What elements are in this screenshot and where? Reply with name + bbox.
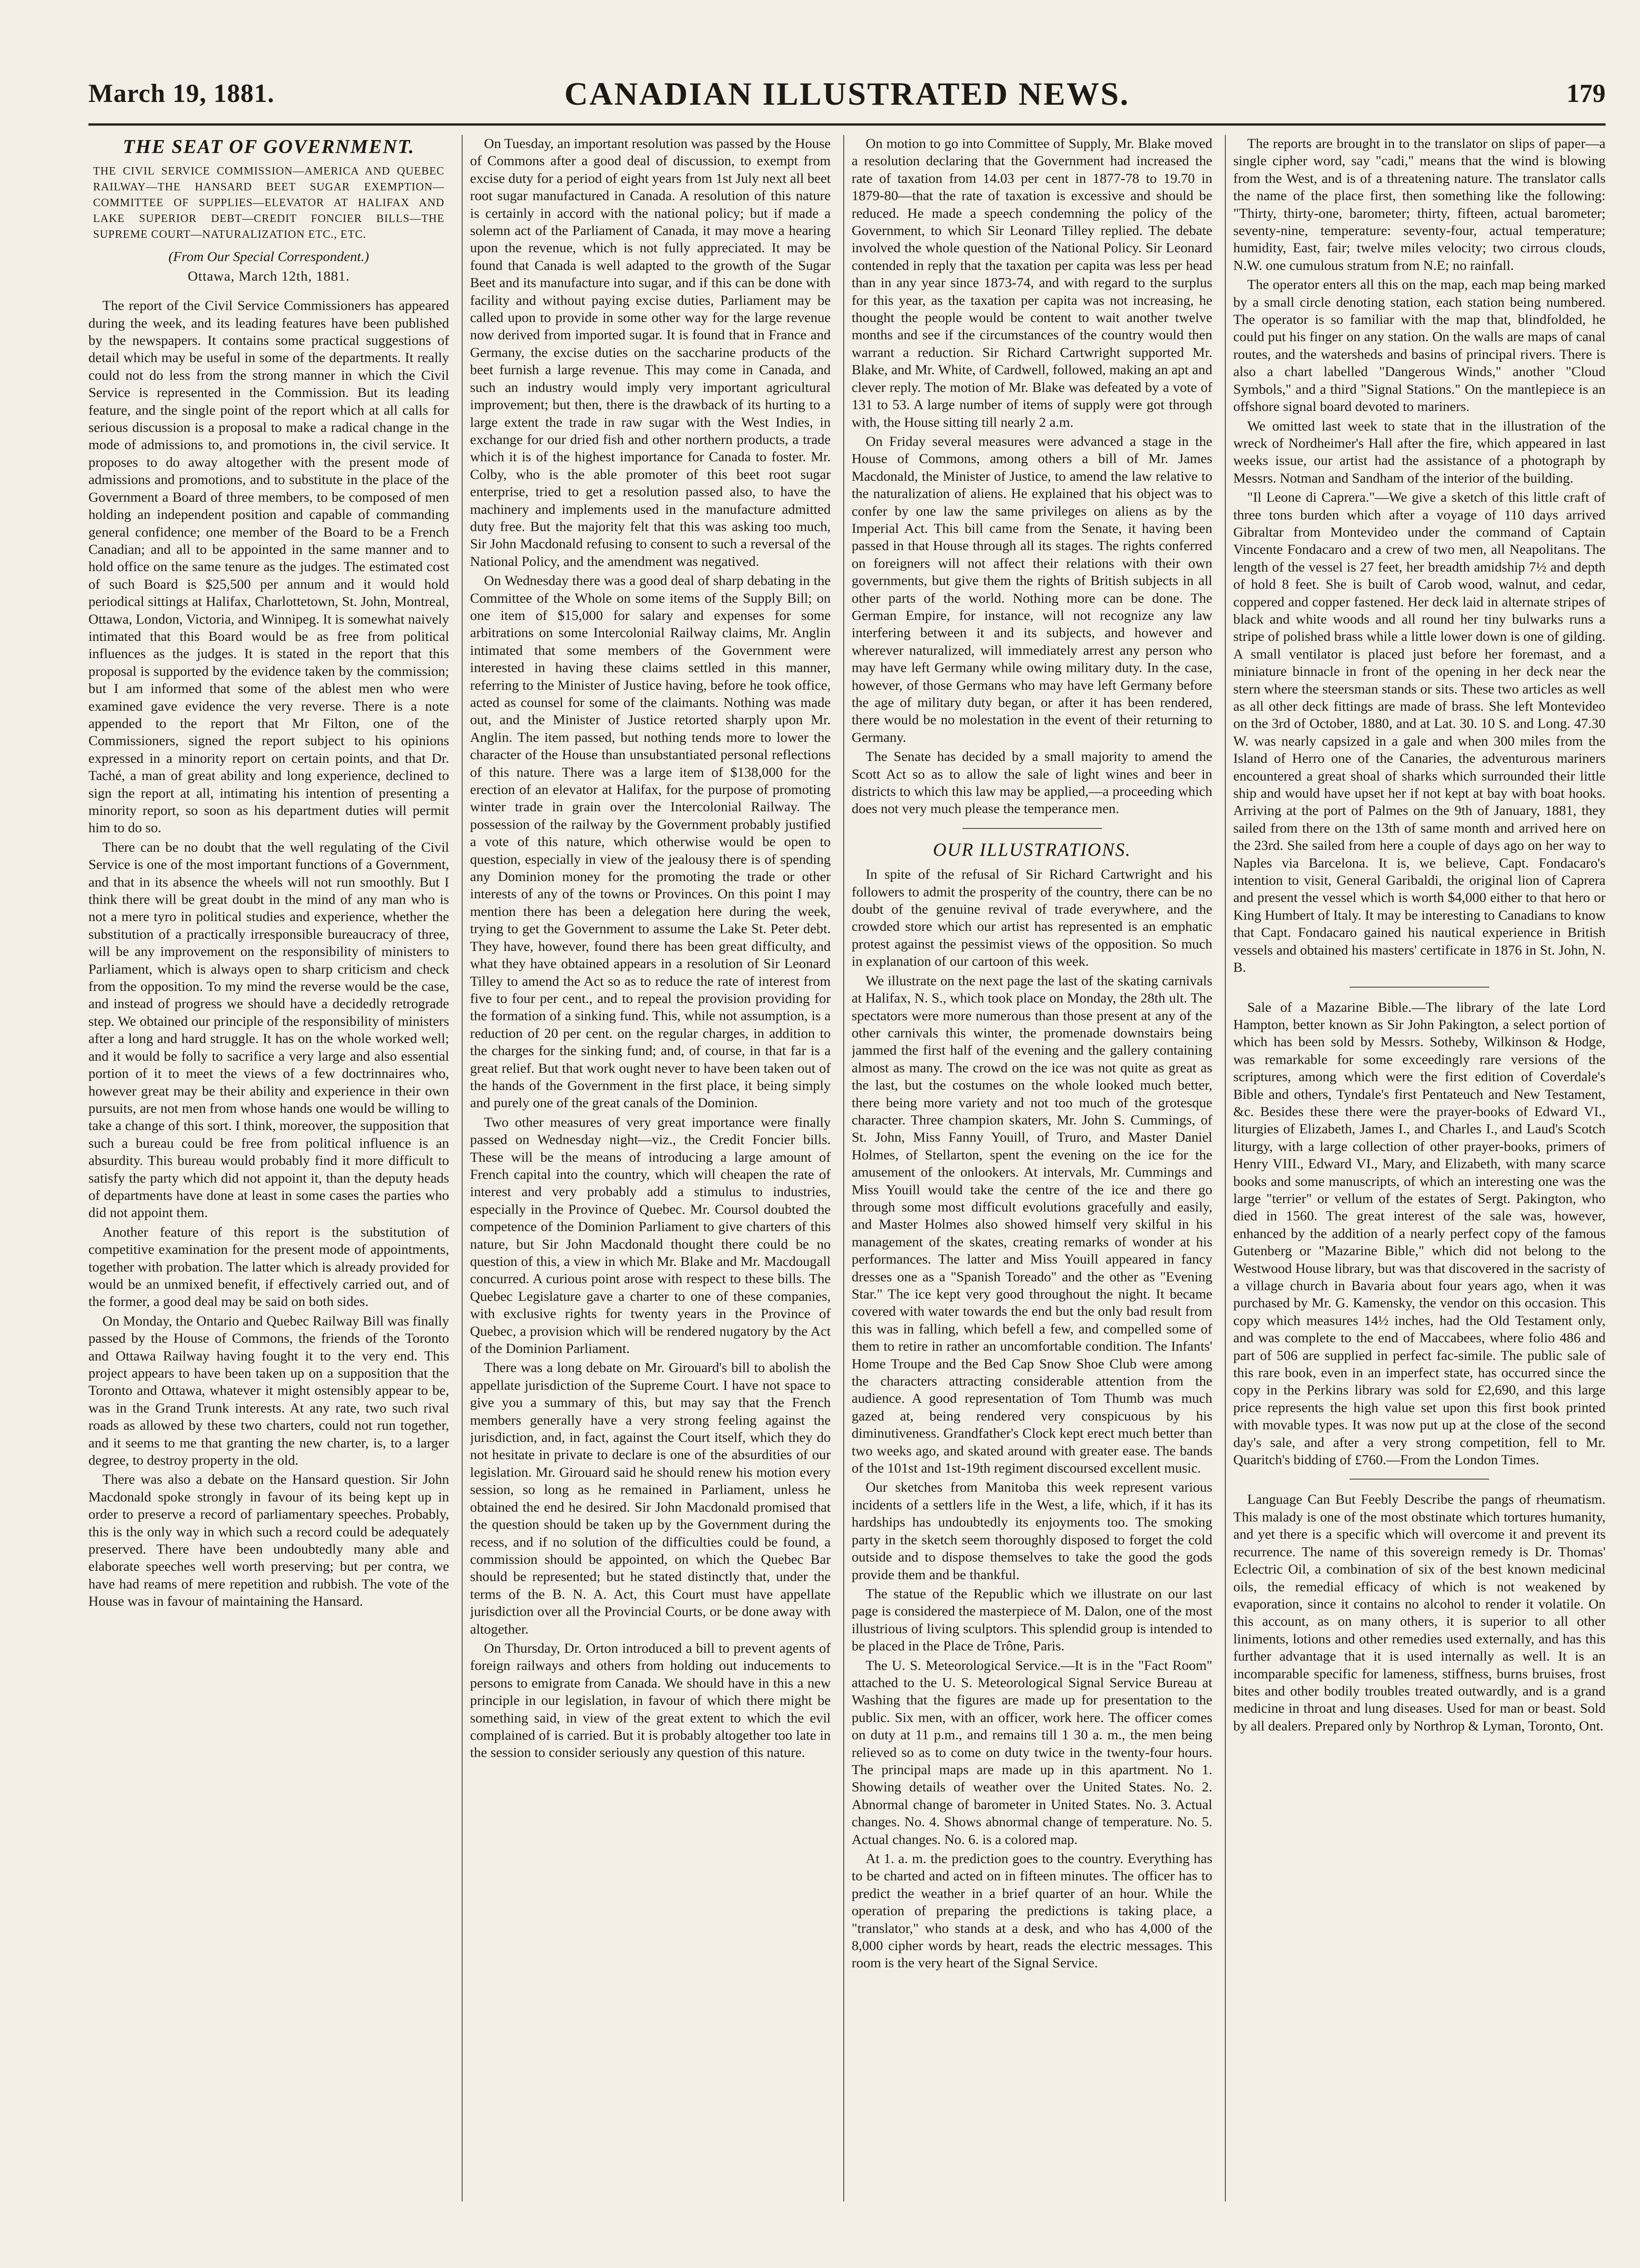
masthead bbox=[88, 67, 1606, 126]
column-4 bbox=[1233, 135, 1606, 2201]
paragraph: At 1. a. m. the prediction goes to the country. Everything has to be charted and acted on in fifteen minutes. The officer has to predict the weather in a brief quarter of an hour. While the operation of preparing the predictions is taking place, a "translator," who stands at a desk, and who has 4,000 of the 8,000 cipher words by heart, reads the electric messages. This room is the very heart of the Signal Service. bbox=[852, 1851, 1212, 1971]
article-title-seat-of-government: THE SEAT OF GOVERNMENT. bbox=[122, 136, 415, 158]
paragraph: The statue of the Republic which we illustrate on our last page is considered the masterpiece of M. Dalon, one of the most illustrious of living sculptors. This splendid group is intended to be placed in the Place de Trône, Paris. bbox=[852, 1586, 1212, 1654]
paragraph: There can be no doubt that the well regulating of the Civil Service is one of the most important functions of a Government, and that in its absence the wheels will not run smoothly. But I think there will be great doubt in the mind of any man who is not a mere tyro in political studies and experience, whether the substitution of a practically irresponsible bureaucracy of three, will be any improvement on the responsibility of ministers to Parliament, which is always open to sharp criticism and check from the opposition. To my mind the reverse would be the case, and instead of progress we should have a decidedly retrograde step. We obtained our principle of the responsibility of ministers after a long and hard struggle. It has on the whole worked well; and it would be folly to sacrifice a very large and also essential portion of it to meet the views of a few doctrinnaires who, however great may be their ability and experience in their own pursuits, are not men from whose hands one would be willing to take a change of this sort. I think, moreover, the supposition that such a bureau could be free from political influence is an absurdity. This bureau would probably find it more difficult to satisfy the party which did not appoint it, than the deputy heads of departments have done at least in some cases the parties who did not appoint them. bbox=[88, 839, 449, 1221]
paragraph: On Wednesday there was a good deal of sharp debating in the Committee of the Whole on some items of the Supply Bill; on one item of $15,000 for salary and expenses for some arbitrations on some Intercolonial Railway claims, Mr. Anglin intimated that some members of the Government were interested in having these claims settled in this manner, referring to the Minister of Justice having, before he took office, acted as counsel for some of the claimants. Nothing was made out, and the Minister of Justice retorted sharply upon Mr. Anglin. The item passed, but nothing tends more to lower the character of the House than unsubstantiated personal reflections of this nature. There was a large item of $138,000 for the erection of an elevator at Halifax, for the purpose of promoting winter trade in grain over the Intercolonial Railway. The possession of the railway by the Government probably justified a vote of this nature, which otherwise would be open to question, especially in view of the jealousy there is of spending any Dominion money for the promoting the trade or other interests of any of the towns or Provinces. On this point I may mention there has been a delegation here during the week, trying to get the Government to assume the Lake St. Peter debt. They have, however, found there has been great difficulty, and what they have obtained appears in a resolution of Sir Leonard Tilley to amend the Act so as to reduce the rate of interest from five to four per cent., and to repeal the provision providing for the formation of a sinking fund. This, while not assumption, is a reduction of 20 per cent. on the regular charges, in addition to the charges for the sinking fund; and, of course, in that far is a great relief. But that work ought never to have been taken out of the hands of the Government in the first place, it being simply and purely one of the great canals of the Dominion. bbox=[470, 573, 831, 1111]
dateline: Ottawa, March 12th, 1881. bbox=[188, 268, 350, 284]
paragraph: Another feature of this report is the substitution of competitive examination for the present mode of appointments, together with probation. The latter which is already provided for would be an unmixed benefit, if effectively carried out, and of the former, a good deal may be said on both sides. bbox=[88, 1224, 449, 1310]
paragraph: We omitted last week to state that in the illustration of the wreck of Nordheimer's Hall after the fire, which appeared in last weeks issue, our artist had the assistance of a photograph by Messrs. Notman and Sandham of the interior of the building. bbox=[1233, 418, 1606, 486]
paragraph: On Tuesday, an important resolution was passed by the House of Commons after a good deal of discussion, to exempt from excise duty for a period of eight years from 1st July next all beet root sugar manufactured in Canada. A resolution of this nature is certainly in accord with the national policy; but if made a solemn act of the Parliament of Canada, it may move a hearing upon the revenue, which is not fully appreciated. It may be found that Canada is well adapted to the growth of the Sugar Beet and its manufacture into sugar, and if this can be done with facility and without paying excise duties, Parliament may be called upon to provide in some other way for the large revenue now derived from imported sugar. It is found that in France and Germany, the excise duties on the saccharine products of the beet furnish a large revenue. This may come in Canada, and such an industry would imply very important agricultural improvement; but then, there is the drawback of its hurting to a large extent the trade in raw sugar with the West Indies, in exchange for our dried fish and other northern products, a trade which it is of the highest importance for Canada to foster. Mr. Colby, who is the able promoter of this beet root sugar enterprise, tried to get a resolution passed also, to have the machinery and implements used in the manufacture admitted duty free. But the majority felt that this was asking too much, Sir John Macdonald refusing to consent to such a reversal of the National Policy, and the amendment was negatived. bbox=[470, 136, 831, 569]
paragraph: On Monday, the Ontario and Quebec Railway Bill was finally passed by the House of Commons, the friends of the Toronto and Ottawa Railway having fought it to the very end. This project appears to have been taken up on a supposition that the Toronto and Ottawa, whatever it might ostensibly appear to be, was in the Grand Trunk interests. At any rate, two such rival roads as allowed by these two charters, could not run together, and it seems to me that granting the new charter, is, to a larger degree, to destroy property in the old. bbox=[88, 1313, 449, 1468]
paragraph: On motion to go into Committee of Supply, Mr. Blake moved a resolution declaring that the Government had increased the rate of taxation from 14.03 per cent in 1877-78 to 19.70 in 1879-80—that the rate of taxation is excessive and should be reduced. He made a speech condemning the policy of the Government, to which Sir Leonard Tilley replied. The debate involved the whole question of the National Policy. Sir Leonard contended in reply that the taxation per capita was less per head than in any year since 1873-74, and with regard to the surplus for this year, as the taxation per capita was not increasing, he thought the people would be content to wait another twelve months and see if the circumstances of the country would then warrant a reduction. Sir Richard Cartwright supported Mr. Blake, and Mr. White, of Cardwell, followed, making an apt and clever reply. The motion of Mr. Blake was defeated by a vote of 131 to 53. A large number of items of supply were got through with, the House sitting till nearly 2 a.m. bbox=[852, 136, 1212, 430]
column-rule bbox=[843, 135, 844, 2201]
publication-title: CANADIAN ILLUSTRATED NEWS. bbox=[564, 76, 1130, 112]
paragraph: On Friday several measures were advanced a stage in the House of Commons, among others a bill of Mr. James Macdonald, the Minister of Justice, to amend the law relative to the naturalization of aliens. He explained that his object was to confer by one law the same privileges on aliens as by the Imperial Act. This bill came from the Senate, it having been passed in that House through all its stages. The rights conferred on foreigners will not affect their relations with their own governments, but give them the rights of British subjects in all other parts of the world. Nothing more can be done. The German Empire, for instance, will not recognize any law interfering between it and its subjects, and however and wherever naturalized, will immediately arrest any person who may have left Germany while owing military duty. In the case, however, of those Germans who may have left Germany before the age of military duty began, or after it has been rendered, there would be no molestation in the event of their returning to Germany. bbox=[852, 433, 1212, 745]
paragraph: Our sketches from Manitoba this week represent various incidents of a settlers life in the West, a life, which, if it has its hardships has undoubtedly its enjoyments too. The smoking party in the sketch seem thoroughly disposed to forget the cold outside and to dispose themselves to take the good the gods provide them and be thankful. bbox=[852, 1480, 1212, 1582]
issue-date: March 19, 1881. bbox=[88, 79, 275, 108]
section-divider bbox=[962, 828, 1102, 829]
article-title-our-illustrations: OUR ILLUSTRATIONS. bbox=[933, 839, 1131, 860]
correspondent-line: (From Our Special Correspondent.) bbox=[168, 249, 370, 265]
paragraph: The Senate has decided by a small majority to amend the Scott Act so as to allow the sale of light wines and beer in districts to which this law may be applied,—a proceeding which does not very much please the temperance men. bbox=[852, 749, 1212, 817]
paragraph-mazarine-bible: Sale of a Mazarine Bible.—The library of the late Lord Hampton, better known as Sir John Pakington, a select portion of which has been sold by Messrs. Sotheby, Wilkinson & Hodge, was remarkable for some exceedingly rare versions of the scriptures, among which were the first edition of Coverdale's Bible and others, Tyndale's first Pentateuch and New Testament, &c. Besides these there were the prayer-books of Edward VI., liturgies of Elizabeth, James I., and Charles I., and Laud's Scotch liturgy, with a large collection of other prayer-books, primers of Henry VIII., Edward VI., Mary, and Elizabeth, with many scarce books and some manuscripts, of which an interesting one was the large "terrier" or vellum of the estates of Sergt. Pakington, who died in 1560. The great interest of the sale was, however, enhanced by the addition of a nearly perfect copy of the famous Gutenberg or "Mazarine Bible," which did not belong to the Westwood House library, but was that discovered in the sacristy of a village church in Bavaria about four years ago, when it was purchased by Mr. G. Kamensky, the vendor on this occasion. This copy which measures 14½ inches, had the Old Testament only, and was complete to the end of Maccabees, where folio 486 and part of 506 are supplied in perfect fac-simile. The public sale of this rare book, even in an imperfect state, has occurred since the copy in the Perkins library was sold for £2,690, and this large price represents the high value set upon this first book printed with movable types. It was now put up at the close of the second day's sale, and after a very strong competition, fell to Mr. Quaritch's bidding of £760.—From the London Times. bbox=[1233, 999, 1606, 1468]
section-divider bbox=[1350, 987, 1489, 988]
paragraph: In spite of the refusal of Sir Richard Cartwright and his followers to admit the prosperity of the country, there can be no doubt of the genuine revival of trade everywhere, and the crowded store which our artist has represented is an emphatic protest against the pessimist views of the opposition. So much in explanation of our cartoon of this week. bbox=[852, 867, 1212, 969]
paragraph: The reports are brought in to the translator on slips of paper—a single cipher word, say "cadi," means that the wind is blowing from the West, and is of a threatening nature. The translator calls the name of the place first, then something like the following: "Thirty, thirty-one, barometer; thirty, fifteen, actual barometer; seventy-nine, temperature: seventy-four, actual temperature; humidity, East, fair; twelve miles velocity; two cirrous clouds, N.W. one cumulous stratum from N.E; no rainfall. bbox=[1233, 136, 1606, 273]
paragraph: There was also a debate on the Hansard question. Sir John Macdonald spoke strongly in favour of its being kept up in order to preserve a record of parliamentary speeches. Probably, this is the only way in which such a record could be adequately preserved. There have been undoubtedly many able and elaborate speeches well worth preserving; but per contra, we have had reams of mere repetition and rubbish. The vote of the House was in favour of maintaining the Hansard. bbox=[88, 1472, 449, 1609]
column-rule bbox=[462, 135, 463, 2201]
paragraph: We illustrate on the next page the last of the skating carnivals at Halifax, N. S., which took place on Monday, the 28th ult. The spectators were more numerous than those present at any of the other carnivals this winter, the promenade downstairs being jammed the first half of the evening and the gallery containing almost as many. The crowd on the ice was not quite as great as the last, but the costumes on the whole looked much better, there being more variety and not too much of the grotesque character. Three champion skaters, Mr. John S. Cummings, of St. John, Miss Fanny Youill, of Truro, and Master Daniel Holmes, of Stellarton, spent the evening on the ice for the amusement of the onlookers. At intervals, Mr. Cummings and Miss Youill would take the centre of the ice and there go through some most difficult evolutions gracefully and easily, and Master Holmes also showed himself very skilful in his management of the skates, creating remarks of wonder at his performances. The latter and Miss Youill appeared in fancy dresses one as a "Spanish Toreado" and the other as "Evening Star." The ice kept very good throughout the night. It became covered with water towards the end but the only bad result from this was in falling, which befell a few, and compelled some of them to retire in rather an uncomfortable condition. The Infants' Home Troupe and the Bed Cap Snow Shoe Club were among the characters attracting considerable attention from the audience. A good representation of Tom Thumb was much gazed at, being rendered very conspicuous by his diminutiveness. Grandfather's Clock kept erect much better than two weeks ago, and skated around with greater ease. The bands of the 101st and 1st-19th regiment discoursed excellent music. bbox=[852, 973, 1212, 1476]
paragraph: On Thursday, Dr. Orton introduced a bill to prevent agents of foreign railways and others from holding out inducements to persons to emigrate from Canada. We should have in this a new principle in our legislation, in favour of which there might be something said, in view of the great extent to which the evil complained of is carried. But it is probably altogether too late in the session to consider seriously any question of this nature. bbox=[470, 1640, 831, 1761]
column-rule bbox=[1225, 135, 1226, 2201]
paragraph: The U. S. Meteorological Service.—It is in the "Fact Room" attached to the U. S. Meteorological Signal Service Bureau at Washing that the figures are made up for presentation to the public. Six men, with an officer, work here. The officer comes on duty at 11 p.m., and remains till 1 30 a. m., the men being relieved so as to come on duty twice in the twenty-four hours. The principal maps are made up in this apartment. No 1. Showing details of weather over the United States. No. 2. Abnormal change of barometer in United States. No. 3. Actual changes. No. 4. Shows abnormal change of temperature. No. 5. Actual changes. No. 6. is a colored map. bbox=[852, 1657, 1212, 1847]
paragraph: The report of the Civil Service Commissioners has appeared during the week, and its leading features have been published by the newspapers. It contains some practical suggestions of detail which may be useful in some of the departments. It really could not do less from the strong manner in which the Civil Service is represented in the Commission. But its leading feature, and the single point of the report which at all calls for serious discussion is a proposal to make a radical change in the mode of admissions to, and promotions in, the civil service. It proposes to do away altogether with the present mode of admissions and promotions, and to substitute in the place of the Government a Board of three members, to be composed of men holding an independent position and capable of commanding general confidence; one member of the Board to be a French Canadian; and all to be appointed in the same manner and to hold office on the same tenure as the judges. The estimated cost of such Board is $25,500 per annum and it would hold periodical sittings at Halifax, Charlottetown, St. John, Montreal, Ottawa, London, Victoria, and Winnipeg. It is somewhat naively intimated that this Board would be as free from political influences as the judges. It is stated in the report that this proposal is supported by the evidence taken by the commission; but I am informed that some of the ablest men who were examined gave evidence the very reverse. There is a note appended to the report that Mr Filton, one of the Commissioners, signed the report subject to his opinions expressed in a minority report on certain points, and that Dr. Taché, a man of great ability and long experience, declined to sign the report at all, intimating his intention of presenting a minority report, so soon as his department duties will permit him to do so. bbox=[88, 298, 449, 836]
section-divider bbox=[1350, 1479, 1489, 1480]
paragraph: "Il Leone di Caprera."—We give a sketch of this little craft of three tons burden which after a voyage of 110 days arrived Gibraltar from Montevideo under the command of Captain Vincente Fondacaro and a crew of two men, all Neapolitans. The length of the vessel is 27 feet, her breadth amidship 7½ and depth of hold 8 feet. She is built of Carob wood, walnut, and cedar, coppered and copper fastened. Her deck laid in alternate stripes of black and white woods and all round her tiny bulwarks runs a stripe of polished brass while a little lower down is one of gilding. A small ventilator is placed just before her foremast, and a miniature binnacle in front of the opening in her deck near the stern where the steersman stands or sits. These two articles as well as all other deck fittings are made of brass. She left Montevideo on the 3rd of October, 1880, and at Lat. 30. 10 S. and Long. 47.30 W. was nearly capsized in a gale and when 300 miles from the Island of Herro one of the Canaries, the adventurous mariners encountered a great shoal of sharks which surrounded their little ship and would have upset her if not kept at bay with boat hooks. Arriving at the port of Palmes on the 9th of January, 1881, they sailed from there on the 13th of same month and arrived here on the 23rd. She sailed from here a couple of days ago on her way to Naples via Barcelona. It is, we believe, Capt. Fondacaro's intention to visit, General Garibaldi, the original lion of Caprera and present the vessel which is worth $4,000 either to that hero or King Humbert of Italy. It may be interesting to Canadians to know that Capt. Fondacaro gained his nautical experience in British vessels and obtained his masters' certificate in 1876 in St. John, N. B. bbox=[1233, 490, 1606, 976]
page-number: 179 bbox=[1566, 79, 1606, 108]
article-columns bbox=[88, 135, 1606, 2206]
article-subtitle: THE CIVIL SERVICE COMMISSION—AMERICA AND QUEBEC RAILWAY—THE HANSARD BEET SUGAR EXEMPTION—COMMITTEE OF SUPPLIES—ELEVATOR AT HALIFAX AND LAKE SUPERIOR DEBT—CREDIT FONCIER BILLS—THE SUPREME COURT—NATURALIZATION ETC., ETC. bbox=[93, 165, 444, 241]
column-3 bbox=[852, 135, 1212, 2201]
paragraph: The operator enters all this on the map, each map being marked by a small circle denoting station, each station being numbered. The operator is so familiar with the map that, blindfolded, he could put his finger on any station. On the walls are maps of canal routes, and the watersheds and basins of principal rivers. There is also a chart labelled "Dangerous Winds," another "Cloud Symbols," and a third "Signal Stations." On the mantlepiece is an offshore signal board devoted to mariners. bbox=[1233, 277, 1606, 415]
column-1 bbox=[88, 135, 449, 2201]
paragraph-advertisement: Language Can But Feebly Describe the pangs of rheumatism. This malady is one of the most obstinate which tortures humanity, and yet there is a specific which will overcome it and prevent its recurrence. The name of this sovereign remedy is Dr. Thomas' Eclectric Oil, a combination of six of the best known medicinal oils, the remedial efficacy of which is not weakened by evaporation, since it contains no alcohol to render it volatile. On this account, as on many others, it is superior to all other liniments, lotions and other remedies used externally, and has this further advantage that it is used internally as well. It is an incomparable specific for lameness, stiffness, burns bruises, frost bites and other bodily troubles treated outwardly, and is a grand medicine in throat and lung diseases. Used for man or beast. Sold by all dealers. Prepared only by Northrop & Lyman, Toronto, Ont. bbox=[1233, 1492, 1606, 1734]
paragraph: There was a long debate on Mr. Girouard's bill to abolish the appellate jurisdiction of the Supreme Court. I have not space to give you a summary of this, but may say that the French members generally have a very strong feeling against the jurisdiction, and, in fact, against the Court itself, which they do not hesitate in private to declare is one of the absurdities of our legislation. Mr. Girouard said he should renew his motion every session, so long as he remained in Parliament, unless he obtained the end he desired. Sir John Macdonald promised that the question should be taken up by the Government during the recess, and if no solution of the difficulties could be found, a commission should be appointed, on which the Quebec Bar should be represented; but he stated distinctly that, under the terms of the B. N. A. Act, this Court must have appellate jurisdiction over all the Provincial Courts, or be done away with altogether. bbox=[470, 1360, 831, 1637]
paragraph: Two other measures of very great importance were finally passed on Wednesday night—viz., the Credit Foncier bills. These will be the means of introducing a large amount of French capital into the country, which will cheapen the rate of interest and very probably add a stimulus to industries, especially in the Province of Quebec. Mr. Coursol doubted the competence of the Dominion Parliament to give charters of this nature, but Sir John Macdonald thought there could be no question of this, a view in which Mr. Blake and Mr. Macdougall concurred. A curious point arose with respect to these bills. The Quebec Legislature gave a charter to one of these companies, with exclusive rights for twenty years in the Province of Quebec, a provision which will be rendered nugatory by the Act of the Dominion Parliament. bbox=[470, 1114, 831, 1357]
column-2 bbox=[470, 135, 831, 2201]
